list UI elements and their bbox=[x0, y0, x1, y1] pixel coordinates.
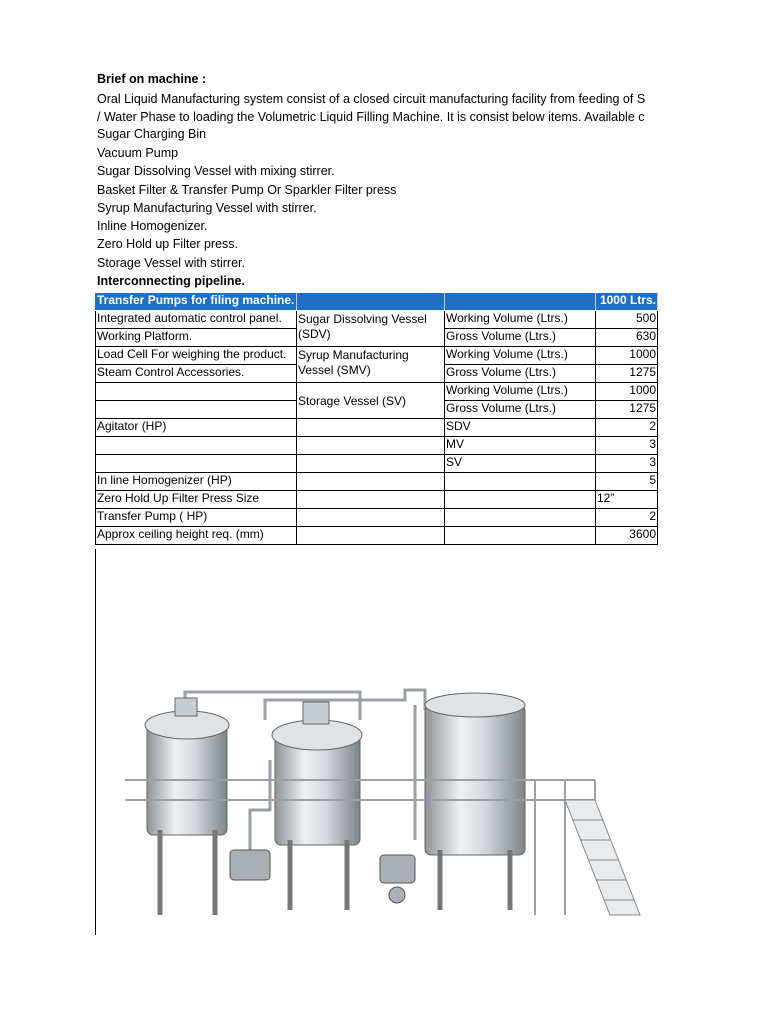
table-cell: 2 bbox=[596, 509, 658, 527]
list-item: Zero Hold up Filter press. bbox=[97, 237, 239, 251]
table-cell: Agitator (HP) bbox=[96, 419, 297, 437]
table-cell: Working Volume (Ltrs.) bbox=[445, 311, 596, 329]
table-cell: 12” bbox=[596, 491, 658, 509]
table-cell: Gross Volume (Ltrs.) bbox=[445, 329, 596, 347]
table-cell: 2 bbox=[596, 419, 658, 437]
table-cell bbox=[445, 509, 596, 527]
table-cell bbox=[297, 509, 445, 527]
table-cell: 630 bbox=[596, 329, 658, 347]
table-row bbox=[96, 383, 658, 401]
table-cell: Zero Hold Up Filter Press Size bbox=[96, 491, 297, 509]
storage-vessel-icon bbox=[425, 693, 525, 910]
vessel-cell-smv: Syrup Manufacturing Vessel (SMV) bbox=[297, 347, 445, 383]
table-cell: 3 bbox=[596, 437, 658, 455]
pump-icon bbox=[230, 850, 415, 903]
table-cell bbox=[445, 527, 596, 545]
table-cell: 1275 bbox=[596, 401, 658, 419]
syrup-manufacturing-vessel-icon bbox=[272, 702, 362, 910]
table-cell bbox=[297, 527, 445, 545]
table-cell: 5 bbox=[596, 473, 658, 491]
stairs-icon bbox=[565, 800, 640, 915]
list-item: Syrup Manufacturing Vessel with stirrer. bbox=[97, 201, 317, 215]
table-row bbox=[96, 527, 658, 545]
table-row bbox=[96, 473, 658, 491]
table-cell: 1275 bbox=[596, 365, 658, 383]
table-row bbox=[96, 491, 658, 509]
table-row bbox=[96, 509, 658, 527]
table-cell bbox=[297, 491, 445, 509]
description-line-2: / Water Phase to loading the Volumetric Liquid Filling Machine. It is consist below items. Available c bbox=[97, 110, 645, 124]
table-cell: MV bbox=[445, 437, 596, 455]
spec-table bbox=[95, 292, 658, 545]
table-cell: 3600 bbox=[596, 527, 658, 545]
table-cell: Working Platform. bbox=[96, 329, 297, 347]
table-cell: 500 bbox=[596, 311, 658, 329]
table-cell: 3 bbox=[596, 455, 658, 473]
brief-heading: Brief on machine : bbox=[97, 72, 207, 86]
table-cell: 1000 bbox=[596, 347, 658, 365]
table-cell bbox=[297, 437, 445, 455]
table-cell: Gross Volume (Ltrs.) bbox=[445, 365, 596, 383]
table-cell: Integrated automatic control panel. bbox=[96, 311, 297, 329]
interconnecting-heading: Interconnecting pipeline. bbox=[97, 274, 245, 288]
table-cell bbox=[297, 473, 445, 491]
machine-illustration bbox=[125, 680, 660, 930]
table-cell: Load Cell For weighing the product. bbox=[96, 347, 297, 365]
table-cell: Working Volume (Ltrs.) bbox=[445, 347, 596, 365]
table-row bbox=[96, 419, 658, 437]
table-row bbox=[96, 437, 658, 455]
table-cell: Transfer Pump ( HP) bbox=[96, 509, 297, 527]
table-row bbox=[96, 311, 658, 329]
table-cell bbox=[297, 419, 445, 437]
list-item: Basket Filter & Transfer Pump Or Sparkler Filter press bbox=[97, 183, 397, 197]
table-cell bbox=[445, 491, 596, 509]
table-header-cell: Transfer Pumps for filing machine. bbox=[96, 293, 297, 311]
table-row bbox=[96, 347, 658, 365]
table-header-cell bbox=[297, 293, 445, 311]
table-row bbox=[96, 455, 658, 473]
table-header-cell: 1000 Ltrs. bbox=[596, 293, 658, 311]
description-line-1: Oral Liquid Manufacturing system consist of a closed circuit manufacturing facility from feeding of S bbox=[97, 92, 646, 106]
table-cell: Working Volume (Ltrs.) bbox=[445, 383, 596, 401]
table-cell: Gross Volume (Ltrs.) bbox=[445, 401, 596, 419]
table-cell: 1000 bbox=[596, 383, 658, 401]
vessel-cell-sv: Storage Vessel (SV) bbox=[297, 383, 445, 419]
vessel-cell-sdv: Sugar Dissolving Vessel (SDV) bbox=[297, 311, 445, 347]
list-item: Sugar Charging Bin bbox=[97, 127, 207, 141]
sheet-border-line bbox=[95, 549, 96, 935]
table-header-cell bbox=[445, 293, 596, 311]
list-item: Storage Vessel with stirrer. bbox=[97, 256, 245, 270]
table-cell: In line Homogenizer (HP) bbox=[96, 473, 297, 491]
table-cell: Approx ceiling height req. (mm) bbox=[96, 527, 297, 545]
table-cell bbox=[445, 473, 596, 491]
table-cell bbox=[96, 455, 297, 473]
table-cell: Steam Control Accessories. bbox=[96, 365, 297, 383]
list-item: Vacuum Pump bbox=[97, 146, 179, 160]
table-cell bbox=[96, 437, 297, 455]
table-header-row bbox=[96, 293, 658, 311]
table-cell bbox=[96, 383, 297, 401]
table-cell bbox=[96, 401, 297, 419]
table-cell: SV bbox=[445, 455, 596, 473]
sugar-dissolving-vessel-icon bbox=[145, 698, 229, 915]
list-item: Inline Homogenizer. bbox=[97, 219, 208, 233]
list-item: Sugar Dissolving Vessel with mixing stirrer. bbox=[97, 164, 335, 178]
table-cell: SDV bbox=[445, 419, 596, 437]
table-cell bbox=[297, 455, 445, 473]
